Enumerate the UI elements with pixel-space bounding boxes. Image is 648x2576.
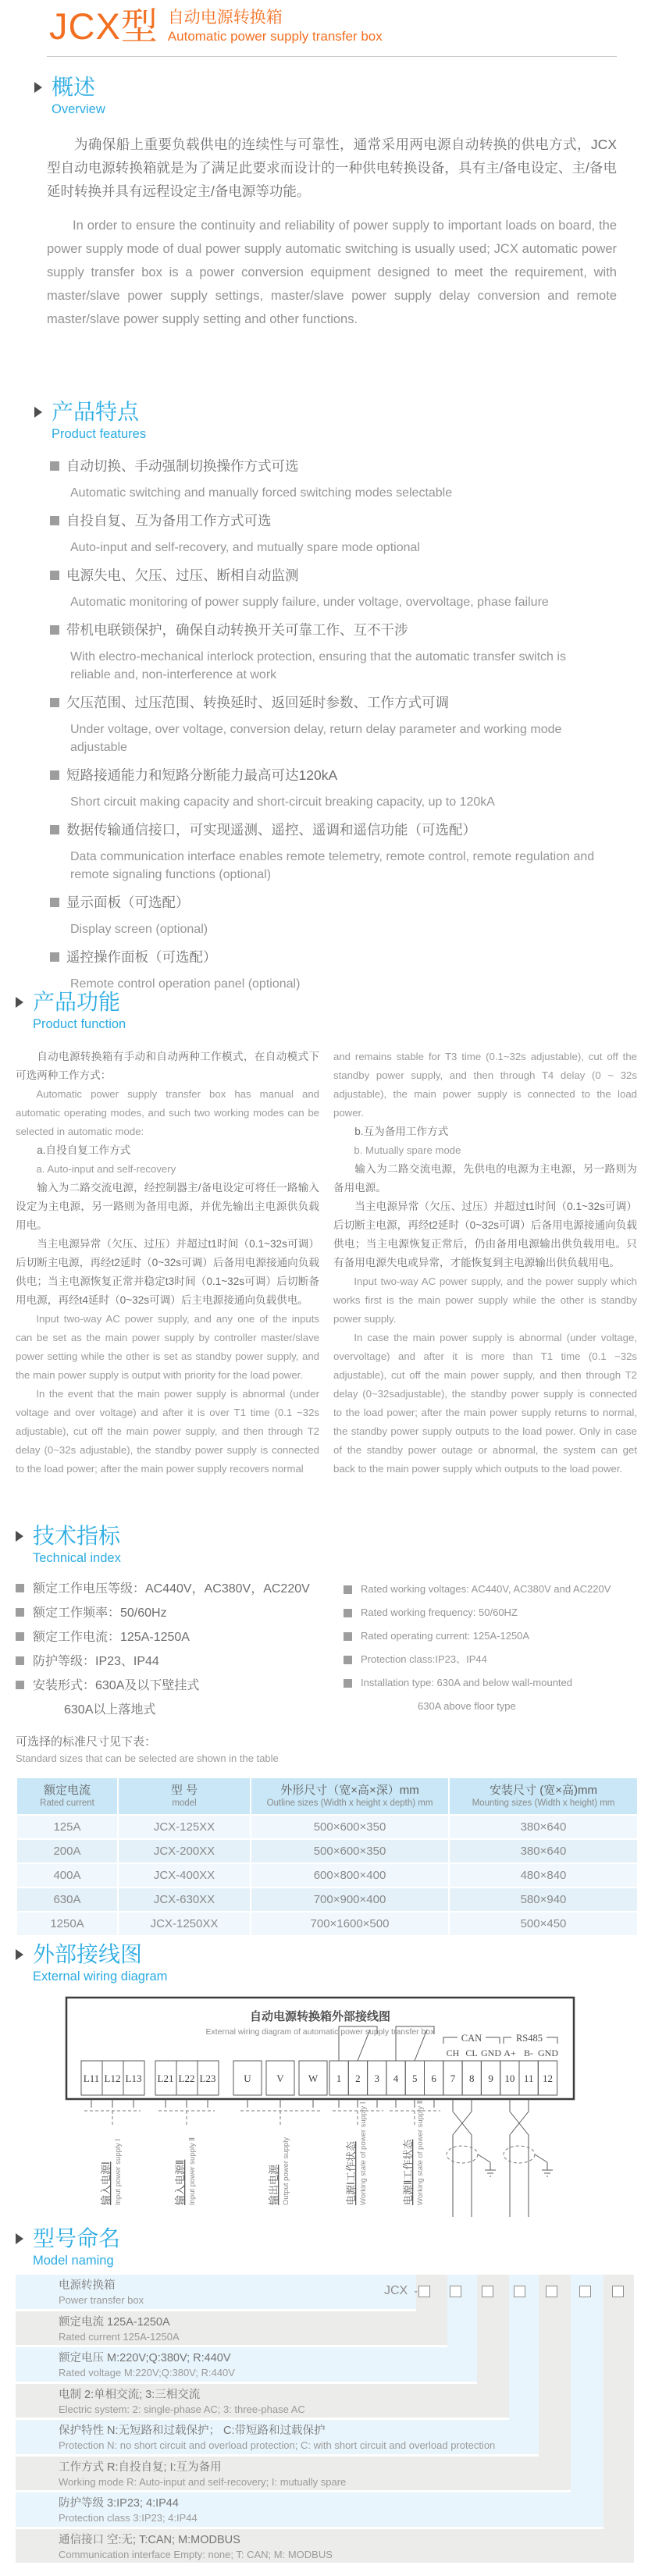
- tech-item: Installation type: 630A and below wall-mounted: [344, 1677, 625, 1689]
- function-paragraph: 当主电源异常（欠压、过压）并超过t1时间（0.1~32s可调）后切断主电源，再经t2延时（0~32s可调）后备用电源接通向负载供电；当主电源恢复正常并稳定t3时间（0.1~32s可调）后切断备用电源，再经t4延时（0~32s可调）后主电源接通向负载供电。: [16, 1238, 319, 1306]
- table-row: 200A JCX-200XX 500×600×350 380×640: [17, 1840, 637, 1863]
- terminal-label: 1: [336, 2073, 342, 2084]
- group-label-zh: 电源Ⅰ工作状态: [345, 2141, 357, 2205]
- square-bullet-icon: [50, 516, 59, 525]
- overview-title-zh: 概述: [52, 75, 96, 99]
- table-row: 125A JCX-125XX 500×600×350 380×640: [17, 1816, 637, 1838]
- feature-item-zh: 短路接通能力和短路分断能力最高可达120kA: [52, 767, 617, 785]
- product-model: JCX型: [49, 5, 158, 47]
- col-header: 额定电流 Rated current: [17, 1778, 117, 1814]
- function-paragraph: and remains stable for T3 time (0.1~32s adjustable), cut off the standby power supply, and then through T4 delay (0 ~ 32s adjustable), the main power supply is connected to the load power.: [333, 1051, 637, 1119]
- square-bullet-icon: [50, 698, 59, 707]
- tech-title-en: Technical index: [33, 1551, 121, 1565]
- pin-gnd2: GND: [538, 2048, 558, 2058]
- sizes-intro-zh: 可选择的标准尺寸见下表：: [16, 1735, 157, 1749]
- naming-row: 电制 2:单相交流; 3:三相交流 Electric system: 2: single-phase AC; 3: three-phase AC: [16, 2384, 509, 2418]
- square-bullet-icon: [16, 1608, 24, 1617]
- pin-a-plus: A+: [504, 2048, 516, 2058]
- features-title-zh: 产品特点: [52, 400, 140, 424]
- terminal-label: W: [308, 2073, 319, 2084]
- wiring-title-zh: 外部接线图: [33, 1942, 143, 1966]
- terminal-label: 12: [543, 2073, 553, 2084]
- function-title-en: Product function: [33, 1017, 126, 1031]
- section-marker-icon: [34, 407, 42, 418]
- tech-item: 额定工作电流：125A-1250A: [16, 1630, 344, 1645]
- function-title-zh: 产品功能: [33, 990, 121, 1014]
- feature-item-en: Short circuit making capacity and short-circuit breaking capacity, up to 120kA: [70, 795, 495, 809]
- product-title: [168, 8, 383, 45]
- square-bullet-icon: [50, 461, 59, 471]
- naming-row: 工作方式 R:自投自复; I:互为备用 Working mode R: Auto-input and self-recovery; I: mutually spare: [16, 2457, 571, 2491]
- tech-item: 额定工作电压等级：AC440V，AC380V，AC220V: [16, 1582, 344, 1596]
- tech-columns: [16, 1582, 637, 1727]
- sizes-intro-en: Standard sizes that can be selected are shown in the table: [16, 1752, 279, 1764]
- section-sizes: [16, 1735, 637, 1937]
- overview-title: [34, 75, 617, 119]
- section-marker-icon: [16, 2233, 23, 2244]
- section-marker-icon: [16, 1949, 23, 1960]
- square-bullet-icon: [50, 952, 59, 962]
- overview-paragraph-zh: 为确保船上重要负载供电的连续性与可靠性，通常采用两电源自动转换的供电方式，JCX型自动电源转换箱就是为了满足此要求而设计的一种供电转换设备，具有主/备电设定、主/备电延时转换并具有远程设定主/备电源等功能。: [47, 137, 617, 199]
- section-marker-icon: [16, 1531, 23, 1542]
- tech-item: 防护等级：IP23、IP44: [16, 1654, 344, 1669]
- pin-gnd: GND: [481, 2048, 501, 2058]
- product-title-zh: 自动电源转换箱: [167, 9, 283, 27]
- square-bullet-icon: [50, 571, 59, 580]
- table-header-row: [17, 1778, 637, 1814]
- pin-ch: CH: [446, 2048, 460, 2058]
- feature-item-en: Remote control operation panel (optional): [70, 977, 301, 991]
- square-bullet-icon: [344, 1585, 352, 1594]
- square-bullet-icon: [50, 825, 59, 834]
- terminal-label: L11: [83, 2073, 100, 2084]
- naming-title-zh: 型号命名: [33, 2226, 121, 2250]
- ground-icon: [485, 2170, 496, 2176]
- overview-body: [34, 133, 617, 331]
- group-label-zh: 输出电源: [268, 2164, 279, 2205]
- feature-item-zh: 自投自复、互为备用工作方式可选: [52, 512, 617, 530]
- header-divider: [47, 56, 617, 57]
- col-header: 外形尺寸（宽×高×深）mm Outline sizes (Width x height x depth) mm: [251, 1778, 448, 1814]
- square-bullet-icon: [16, 1632, 24, 1641]
- feature-item-zh: 自动切换、手动强制切换操作方式可选: [52, 457, 617, 475]
- function-paragraph: In the event that the main power supply is abnormal (under voltage and over voltage) and after it is over T1 time (0.1 ~32s adjustable), cut off the main power supply, and then through T2 delay (0~32s adjustable), the standby power supply is connected to the load power; after the main power supply recovers normal: [16, 1388, 319, 1475]
- model-prefix: JCX: [384, 2284, 408, 2297]
- function-paragraph: Automatic power supply transfer box has manual and automatic operating modes, and such two working modes can be selected in automatic mode:: [16, 1088, 319, 1137]
- square-bullet-icon: [16, 1681, 24, 1689]
- group-state-1: [333, 2099, 383, 2205]
- naming-title-en: Model naming: [33, 2254, 114, 2268]
- feature-item-zh: 欠压范围、过压范围、转换延时、返回延时参数、工作方式可调: [52, 694, 617, 712]
- tech-item: 额定工作频率：50/60Hz: [16, 1606, 344, 1621]
- terminal-label: L22: [178, 2073, 195, 2084]
- terminal-label: 11: [523, 2073, 534, 2084]
- terminal-label: L12: [104, 2073, 121, 2084]
- feature-item-en: With electro-mechanical interlock protection, ensuring that the automatic transfer switch is reliable and, non-interference at work: [70, 650, 566, 681]
- model-code-box: [579, 2286, 591, 2297]
- pin-b-minus: B-: [524, 2048, 533, 2058]
- function-title: [16, 990, 637, 1034]
- tech-title-zh: 技术指标: [33, 1524, 121, 1548]
- group-output: [240, 2099, 320, 2205]
- table-row: 1250A JCX-1250XX 700×1600×500 500×450: [17, 1912, 637, 1935]
- feature-item-zh: 电源失电、欠压、过压、断相自动监测: [52, 567, 617, 585]
- model-code: [384, 2284, 624, 2298]
- diagram-title-zh: 自动电源转换箱外部接线图: [249, 2011, 391, 2023]
- tech-item: Rated working voltages: AC440V, AC380V and AC220V: [344, 1583, 625, 1596]
- model-naming-chart: [16, 2275, 636, 2571]
- section-function: [16, 990, 637, 1478]
- square-bullet-icon: [50, 898, 59, 907]
- group-state-2: [390, 2099, 440, 2205]
- wiring-diagram: [0, 1983, 648, 2226]
- tech-item: 安装形式：630A及以下壁挂式: [16, 1678, 344, 1693]
- group-label-en: Input power supply Ⅰ: [114, 2138, 123, 2205]
- function-paragraph: 输入为二路交流电源，经控制器主/备电设定可将任一路输入设定为主电源，另一路则为备用电源，并优先输出主电源供负载用电。: [16, 1182, 319, 1231]
- col-header: 安装尺寸 (宽×高)mm Mounting sizes (Width x height) mm: [450, 1778, 637, 1814]
- naming-row: 额定电流 125A-1250A Rated current 125A-1250A: [16, 2311, 447, 2346]
- model-code-box: [418, 2286, 430, 2297]
- tech-title: [16, 1524, 637, 1567]
- rs485-bus-label: RS485: [515, 2033, 543, 2044]
- square-bullet-icon: [16, 1584, 24, 1592]
- model-code-box: [514, 2286, 525, 2297]
- table-row: 630A JCX-630XX 700×900×400 580×940: [17, 1888, 637, 1911]
- features-title-en: Product features: [52, 427, 147, 441]
- features-title: [34, 400, 617, 443]
- terminal-label: U: [244, 2073, 251, 2084]
- tech-column-zh: [16, 1582, 344, 1727]
- function-paragraph: a.自投自复工作方式: [37, 1144, 131, 1156]
- function-paragraph: b. Mutually spare mode: [354, 1144, 461, 1156]
- tech-item: Protection class:IP23、IP44: [344, 1653, 625, 1666]
- square-bullet-icon: [344, 1632, 352, 1641]
- terminal-label: 4: [393, 2073, 399, 2084]
- group-label-en: Output power supply: [282, 2137, 290, 2205]
- terminal-label: V: [276, 2073, 284, 2084]
- overview-title-en: Overview: [52, 102, 105, 116]
- feature-item-zh: 显示面板（可选配）: [52, 894, 617, 912]
- model-code-box: [612, 2286, 624, 2297]
- group-input-1: [84, 2099, 141, 2205]
- function-paragraph: 输入为二路交流电源，先供电的电源为主电源，另一路则为备用电源。: [333, 1163, 637, 1194]
- tech-item: Rated operating current: 125A-1250A: [344, 1630, 625, 1642]
- features-list: [34, 457, 617, 993]
- page-header: [49, 5, 383, 48]
- terminal-label: 3: [374, 2073, 379, 2084]
- feature-item-en: Auto-input and self-recovery, and mutually spare mode optional: [70, 541, 420, 554]
- square-bullet-icon: [50, 770, 59, 780]
- function-paragraph: Input two-way AC power supply, and the power supply which works first is the main power supply while the other is standby power supply.: [333, 1276, 637, 1325]
- feature-item-en: Display screen (optional): [70, 923, 208, 936]
- feature-item-zh: 带机电联锁保护，确保自动转换开关可靠工作、互不干涉: [52, 621, 617, 639]
- group-label-zh: 输入电源Ⅰ: [100, 2161, 112, 2205]
- naming-row: 电源转换箱 Power transfer box: [16, 2275, 416, 2309]
- product-title-en: Automatic power supply transfer box: [167, 29, 383, 44]
- pin-cl: CL: [465, 2048, 478, 2058]
- feature-item-zh: 遥控操作面板（可选配）: [52, 948, 617, 966]
- terminal-label: L13: [125, 2073, 142, 2084]
- function-paragraph: b.互为备用工作方式: [354, 1126, 449, 1137]
- tech-column-en: [344, 1582, 625, 1727]
- section-marker-icon: [34, 82, 42, 93]
- model-code-box: [482, 2286, 493, 2297]
- group-label-zh: 电源Ⅱ工作状态: [402, 2139, 414, 2205]
- group-label-en: Working state of power supply Ⅱ: [416, 2100, 425, 2205]
- square-bullet-icon: [50, 625, 59, 635]
- terminal-label: 6: [431, 2073, 436, 2084]
- tech-item-continuation: 630A above floor type: [418, 1700, 516, 1712]
- tech-item: Rated working frequency: 50/60HZ: [344, 1606, 625, 1619]
- feature-item-zh: 数据传输通信接口，可实现遥测、遥控、遥调和遥信功能（可选配）: [52, 821, 617, 839]
- group-label-zh: 输入电源Ⅱ: [174, 2159, 186, 2205]
- tech-item-continuation: 630A以上落地式: [64, 1703, 156, 1717]
- function-paragraph: 当主电源异常（欠压、过压）并超过t1时间（0.1~32s可调）后切断主电源，再经t2延时（0~32s可调）后备用电源接通向负载供电；当主电源恢复正常后，仍由备用电源输出供负载用电。只有备用电源失电或异常，才能恢复到主电源输出供负载用电。: [333, 1201, 637, 1268]
- function-paragraph: a. Auto-input and self-recovery: [36, 1163, 176, 1175]
- naming-row: 防护等级 3:IP23; 4:IP44 Protection class 3:IP23; 4:IP44: [16, 2492, 603, 2527]
- function-column-left: [16, 1048, 319, 1478]
- group-input-2: [158, 2099, 215, 2205]
- terminal-label: L23: [199, 2073, 216, 2084]
- square-bullet-icon: [344, 1679, 352, 1688]
- twisted-pair-rs485: [504, 2099, 553, 2217]
- terminal-label: 7: [450, 2073, 456, 2084]
- section-tech: [16, 1524, 637, 1727]
- table-row: 400A JCX-400XX 600×800×400 480×840: [17, 1864, 637, 1887]
- terminal-label: 5: [412, 2073, 418, 2084]
- function-paragraph: In case the main power supply is abnormal (under voltage, overvoltage) and after it is more than T1 time (0.1 ~32s adjustable), cut off the main power supply, and then through T2 delay (0~32sadjustable), the standby power supply is connected to the load power; after the main power supply returns to normal, the standby power supply outputs to the load power. Only in case of the standby power outage or abnormal, the system can get back to the main power supply which outputs to the load power.: [333, 1332, 637, 1475]
- square-bullet-icon: [344, 1609, 352, 1617]
- naming-row: 额定电压 M:220V;Q:380V; R:440V Rated voltage M:220V;Q:380V; R:440V: [16, 2347, 477, 2382]
- section-features: [34, 400, 617, 1003]
- model-dash: -: [414, 2284, 418, 2298]
- section-overview: [34, 75, 617, 331]
- naming-title: [16, 2226, 637, 2270]
- feature-item-en: Under voltage, over voltage, conversion delay, return delay parameter and working mode adjustable: [70, 723, 562, 754]
- overview-paragraph-en: In order to ensure the continuity and reliability of power supply to important loads on board, the power supply mode of dual power supply automatic switching is usually used; JCX automatic power supply transfer box is a power conversion equipment designed to meet the requirement, with master/slave power supply settings, master/slave power supply delay conversion and remote master/slave power supply setting and other functions.: [47, 219, 617, 326]
- sizes-table: [16, 1777, 639, 1937]
- feature-item-en: Automatic switching and manually forced switching modes selectable: [70, 486, 453, 500]
- naming-band: [571, 2275, 603, 2527]
- terminal-label: 2: [355, 2073, 361, 2084]
- group-label-en: Input power supply Ⅱ: [188, 2137, 197, 2205]
- wiring-title: [16, 1942, 637, 1986]
- feature-item-en: Automatic monitoring of power supply failure, under voltage, overvoltage, phase failure: [70, 596, 549, 609]
- group-label-en: Working state of power supply Ⅰ: [359, 2101, 368, 2205]
- col-header: 型 号 model: [119, 1778, 250, 1814]
- model-code-box: [450, 2286, 461, 2297]
- naming-band: [603, 2275, 634, 2563]
- function-paragraph: Input two-way AC power supply, and any one of the inputs can be set as the main power supply by controller master/slave power setting while the other is set as standby power supply, and the main power supply is output with priority for the load power.: [16, 1313, 319, 1381]
- can-bus-label: CAN: [461, 2033, 482, 2044]
- wiring-title-en: External wiring diagram: [33, 1969, 168, 1984]
- terminal-label: 10: [504, 2073, 515, 2084]
- twisted-pair-can: [447, 2099, 496, 2217]
- feature-item-en: Data communication interface enables remote telemetry, remote control, remote regulation and remote signaling functions (optional): [70, 850, 595, 881]
- terminal-label: L21: [157, 2073, 174, 2084]
- naming-row: 保护特性 N:无短路和过载保护； C:带短路和过载保护 Protection N: no short circuit and overload protection; C: with short circuit and overload protection: [16, 2420, 539, 2454]
- square-bullet-icon: [344, 1656, 352, 1664]
- diagram-title-en: External wiring diagram of automatic power supply transfer box: [205, 2027, 435, 2037]
- naming-row: 通信接口 空:无; T:CAN; M:MODBUS Communication interface Empty: none; T: CAN; M: MODBUS: [16, 2529, 634, 2564]
- square-bullet-icon: [16, 1656, 24, 1665]
- function-paragraph: 自动电源转换箱有手动和自动两种工作模式，在自动模式下可选两种工作方式：: [16, 1051, 319, 1081]
- terminal-label: 8: [469, 2073, 475, 2084]
- section-marker-icon: [16, 997, 23, 1008]
- function-columns: [16, 1048, 637, 1478]
- terminal-label: 9: [488, 2073, 493, 2084]
- ground-icon: [542, 2170, 553, 2176]
- model-code-box: [546, 2286, 557, 2297]
- function-column-right: [333, 1048, 637, 1478]
